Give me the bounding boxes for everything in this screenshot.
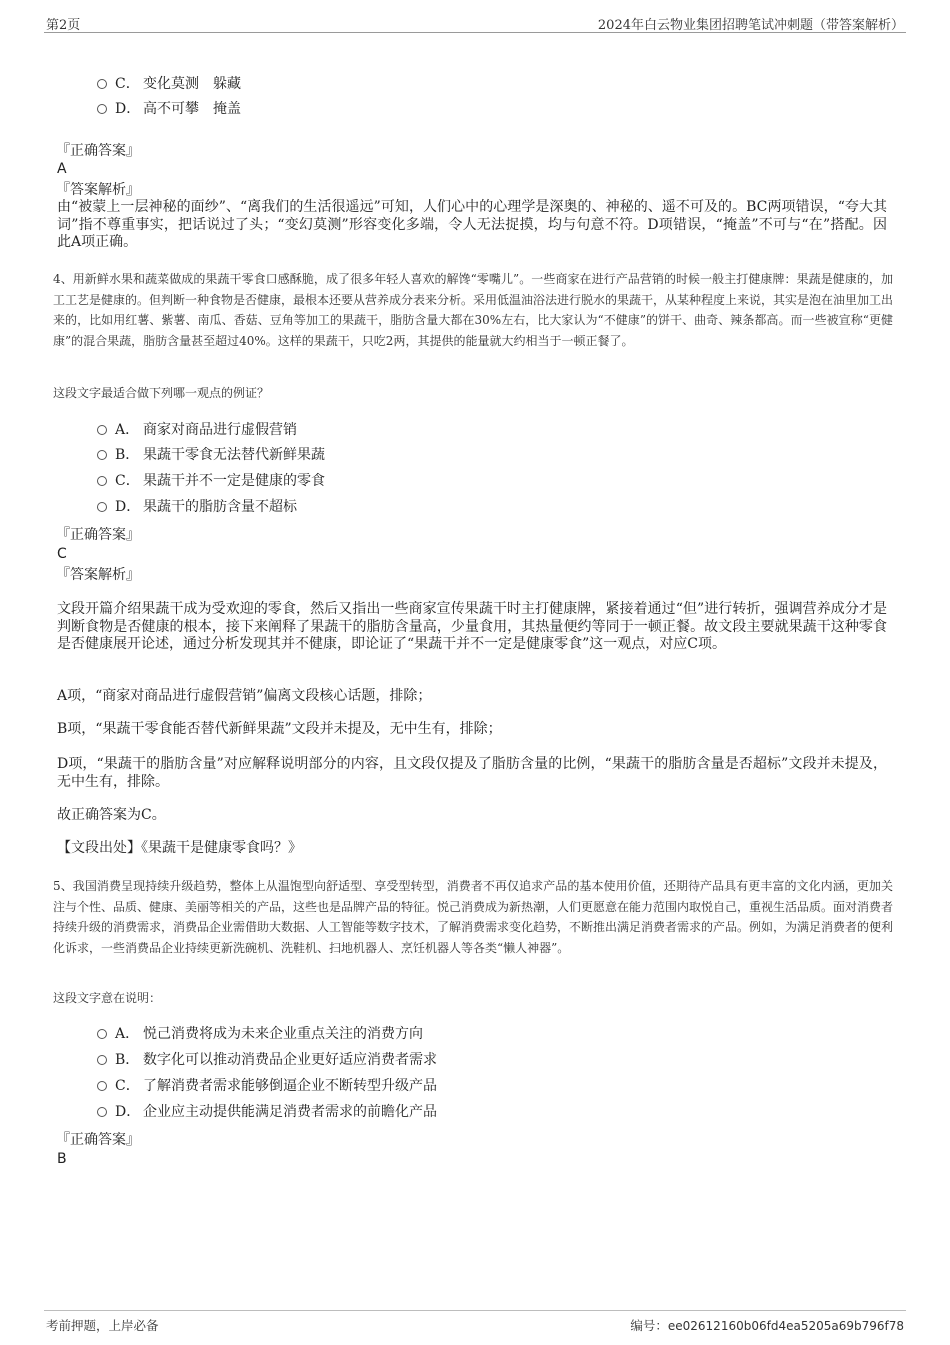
analysis-paragraph: A项，“商家对商品进行虚假营销”偏离文段核心话题，排除； [57,688,432,704]
radio-icon[interactable] [97,1081,107,1091]
analysis-paragraph: 文段开篇介绍果蔬干成为受欢迎的零食，然后又指出一些商家宣传果蔬干时主打健康牌，紧接着通过“但”进行转折，强调营养成分才是判断食物是否健康的根本，接下来阐释了果蔬干的脂肪含量高，少量食用，其热量便约等同于一顿正餐。故文段主要就果蔬干这种零食是否健康展开论述，通过分析发现其并不健康，即论证了“果蔬干并不一定是健康零食”这一观点，对应C项。 [57,601,887,652]
correct-answer: B [57,1151,67,1167]
question-prompt: 这段文字最适合做下列哪一观点的例证？ [53,386,270,400]
correct-answer-label: 『正确答案』 [56,527,140,543]
radio-icon[interactable] [97,476,107,486]
question-prompt: 这段文字意在说明： [53,991,162,1005]
page-header [44,12,906,33]
option-d[interactable]: D． 果蔬干的脂肪含量不超标 [97,498,297,516]
source-citation: 【文段出处】《果蔬干是健康零食吗？》 [57,840,302,856]
radio-icon[interactable] [97,425,107,435]
option-c[interactable]: C． 了解消费者需求能够倒逼企业不断转型升级产品 [97,1077,437,1095]
correct-answer-label: 『正确答案』 [56,143,140,159]
correct-answer: C [57,546,67,562]
analysis-label: 『答案解析』 [56,567,140,583]
analysis-label: 『答案解析』 [56,182,140,198]
option-a[interactable]: A． 商家对商品进行虚假营销 [97,421,297,439]
footer-slogan: 考前押题，上岸必备 [46,1318,159,1333]
radio-icon[interactable] [97,450,107,460]
correct-answer: A [57,161,67,177]
option-d[interactable]: D． 高不可攀 掩盖 [97,100,241,118]
option-d[interactable]: D． 企业应主动提供能满足消费者需求的前瞻化产品 [97,1103,437,1121]
analysis-text: 由“被蒙上一层神秘的面纱”、“离我们的生活很遥远”可知，人们心中的心理学是深奥的、神秘的、遥不可及的。BC两项错误，“夸大其词”指不尊重事实，把话说过了头；“变幻莫测”形容变化多端，令人无法捉摸，均与句意不符。D项错误，“掩盖”不可与“在”搭配。因此A项正确。 [57,199,887,250]
radio-icon[interactable] [97,79,107,89]
option-b[interactable]: B． 数字化可以推动消费品企业更好适应消费者需求 [97,1051,437,1069]
question-stem: 5、我国消费呈现持续升级趋势，整体上从温饱型向舒适型、享受型转型，消费者不再仅追求产品的基本使用价值，还期待产品具有更丰富的文化内涵，更加关注与个性、品质、健康、美丽等相关的产品，这些也是品牌产品的特征。悦己消费成为新热潮，人们更愿意在能力范围内取悦自己，重视生活品质。面对消费者持续升级的消费需求，消费品企业需借助大数据、人工智能等数字技术，了解消费需求变化趋势，不断推出满足消费者需求的产品。例如，为满足消费者的便利化诉求，一些消费品企业持续更新洗碗机、洗鞋机、扫地机器人、烹饪机器人等各类“懒人神器”。 [53,879,894,955]
option-c[interactable]: C． 变化莫测 躲藏 [97,75,241,93]
option-a[interactable]: A． 悦己消费将成为未来企业重点关注的消费方向 [97,1025,423,1043]
page-number: 第2页 [46,18,81,33]
analysis-paragraph: D项，“果蔬干的脂肪含量”对应解释说明部分的内容，且文段仅提及了脂肪含量的比例，“果蔬干的脂肪含量是否超标”文段并未提及，无中生有，排除。 [57,756,887,790]
radio-icon[interactable] [97,1107,107,1117]
radio-icon[interactable] [97,502,107,512]
document-code: 编号：ee02612160b06fd4ea5205a69b796f78 [630,1318,904,1333]
correct-answer-label: 『正确答案』 [56,1132,140,1148]
analysis-paragraph: B项，“果蔬干零食能否替代新鲜果蔬”文段并未提及，无中生有，排除； [57,721,502,737]
radio-icon[interactable] [97,1029,107,1039]
document-title: 2024年白云物业集团招聘笔试冲刺题（带答案解析） [597,18,904,33]
analysis-conclusion: 故正确答案为C。 [57,807,166,823]
radio-icon[interactable] [97,104,107,114]
radio-icon[interactable] [97,1055,107,1065]
option-b[interactable]: B． 果蔬干零食无法替代新鲜果蔬 [97,446,325,464]
question-stem: 4、用新鲜水果和蔬菜做成的果蔬干零食口感酥脆，成了很多年轻人喜欢的解馋“零嘴儿”。一些商家在进行产品营销的时候一般主打健康牌：果蔬是健康的，加工工艺是健康的。但判断一种食物是否健康，最根本还要从营养成分表来分析。采用低温油浴法进行脱水的果蔬干，从某种程度上来说，其实是泡在油里加工出来的，比如用红薯、紫薯、南瓜、香菇、豆角等加工的果蔬干，脂肪含量大都在30%左右，比大家认为“不健康”的饼干、曲奇、辣条都高。而一些被宣称“更健康”的混合果蔬，脂肪含量甚至超过40%。这样的果蔬干，只吃2两，其提供的能量就大约相当于一顿正餐了。 [53,272,894,348]
option-c[interactable]: C． 果蔬干并不一定是健康的零食 [97,472,325,490]
page-footer [44,1310,906,1335]
